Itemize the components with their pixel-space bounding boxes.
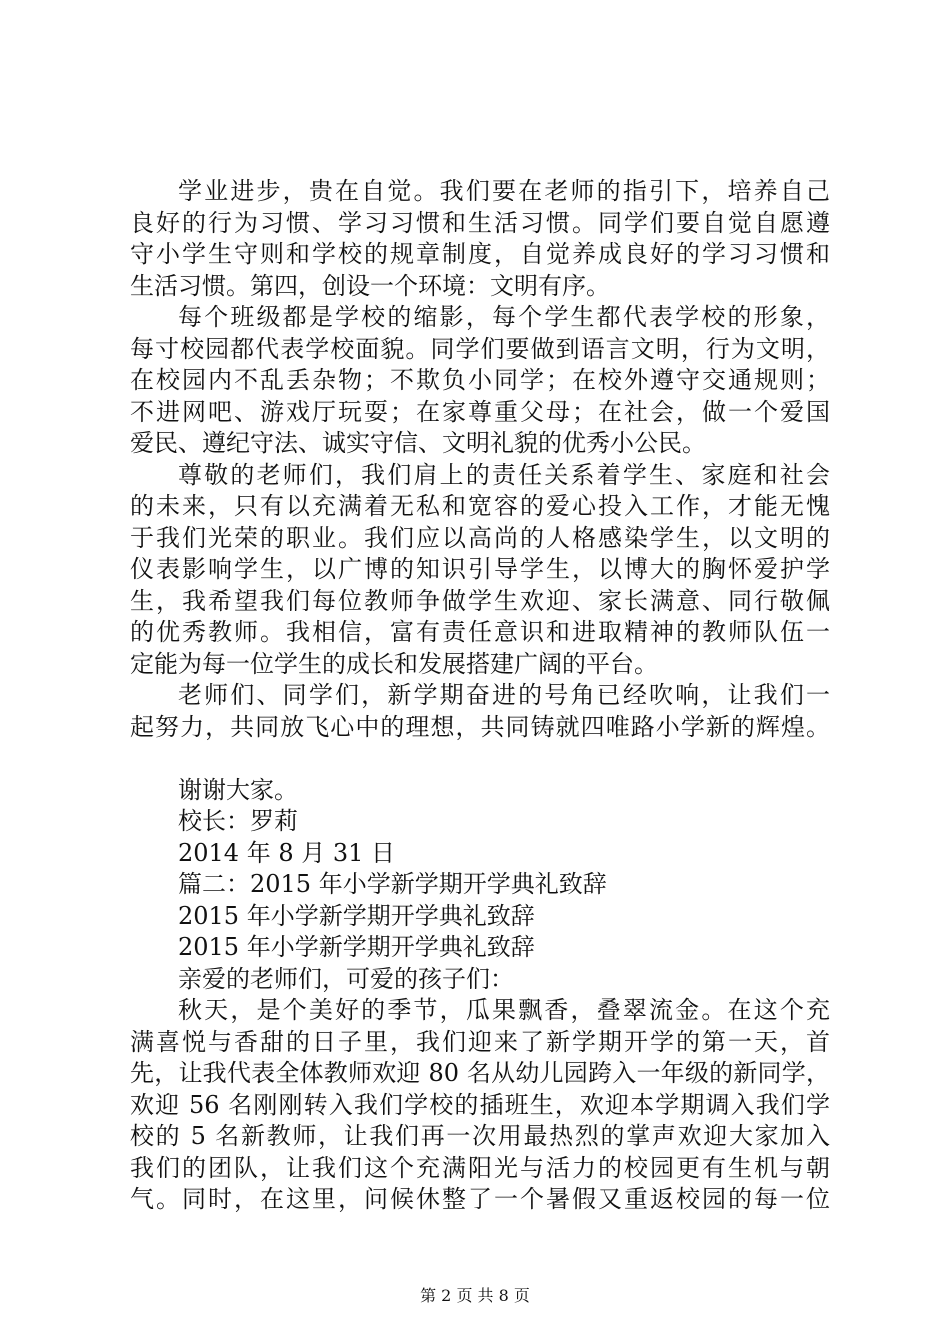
text-line: 不进网吧、游戏厅玩耍；在家尊重父母；在社会，做一个爱国 xyxy=(130,397,830,426)
text-line: 于我们光荣的职业。我们应以高尚的人格感染学生，以文明的 xyxy=(130,523,830,552)
text-line: 的优秀教师。我相信，富有责任意识和进取精神的教师队伍一 xyxy=(130,618,830,646)
text-line: 篇二：2015 年小学新学期开学典礼致辞 xyxy=(178,870,607,898)
body-text xyxy=(130,176,830,1216)
text-line: 满喜悦与香甜的日子里，我们迎来了新学期开学的第一天，首 xyxy=(130,1027,830,1056)
text-line: 谢谢大家。 xyxy=(178,775,298,804)
text-line: 气。同时，在这里，问候休整了一个暑假又重返校园的每一位 xyxy=(130,1185,830,1213)
text-line: 守小学生守则和学校的规章制度，自觉养成良好的学习习惯和 xyxy=(130,240,830,268)
text-line: 每个班级都是学校的缩影，每个学生都代表学校的形象， xyxy=(178,303,830,331)
text-line: 秋天，是个美好的季节，瓜果飘香，叠翠流金。在这个充 xyxy=(178,996,830,1024)
text-line: 我们的团队，让我们这个充满阳光与活力的校园更有生机与朝 xyxy=(130,1153,830,1182)
text-line: 校的 5 名新教师，让我们再一次用最热烈的掌声欢迎大家加入 xyxy=(130,1122,830,1150)
text-line: 起努力，共同放飞心中的理想，共同铸就四唯路小学新的辉煌。 xyxy=(130,712,830,741)
text-line: 爱民、遵纪守法、诚实守信、文明礼貌的优秀小公民。 xyxy=(130,429,706,457)
text-line: 在校园内不乱丢杂物；不欺负小同学；在校外遵守交通规则； xyxy=(130,366,830,394)
text-line: 先，让我代表全体教师欢迎 80 名从幼儿园跨入一年级的新同学， xyxy=(130,1059,830,1087)
text-line: 定能为每一位学生的成长和发展搭建广阔的平台。 xyxy=(130,649,658,678)
text-line: 学业进步，贵在自觉。我们要在老师的指引下，培养自己 xyxy=(178,177,830,205)
text-line: 欢迎 56 名刚刚转入我们学校的插班生，欢迎本学期调入我们学 xyxy=(130,1090,830,1119)
page-footer: 第 2 页 共 8 页 xyxy=(420,1286,530,1305)
blank-line xyxy=(130,743,830,775)
text-line: 亲爱的老师们，可爱的孩子们： xyxy=(178,964,514,993)
text-line: 生活习惯。第四，创设一个环境：文明有序。 xyxy=(130,271,610,300)
text-line: 2015 年小学新学期开学典礼致辞 xyxy=(178,933,535,961)
text-line: 的未来，只有以充满着无私和宽容的爱心投入工作，才能无愧 xyxy=(130,492,830,520)
text-line: 2014 年 8 月 31 日 xyxy=(178,838,396,867)
text-line: 老师们、同学们，新学期奋进的号角已经吹响，让我们一 xyxy=(178,681,830,709)
text-line: 尊敬的老师们，我们肩上的责任关系着学生、家庭和社会 xyxy=(178,460,830,489)
text-line: 校长：罗莉 xyxy=(178,807,298,835)
text-line: 每寸校园都代表学校面貌。同学们要做到语言文明，行为文明， xyxy=(130,334,830,363)
text-line: 良好的行为习惯、学习习惯和生活习惯。同学们要自觉自愿遵 xyxy=(130,208,830,237)
text-line: 生，我希望我们每位教师争做学生欢迎、家长满意、同行敬佩 xyxy=(130,586,830,615)
text-line: 2015 年小学新学期开学典礼致辞 xyxy=(178,901,535,930)
text-line: 仪表影响学生，以广博的知识引导学生，以博大的胸怀爱护学 xyxy=(130,555,830,583)
